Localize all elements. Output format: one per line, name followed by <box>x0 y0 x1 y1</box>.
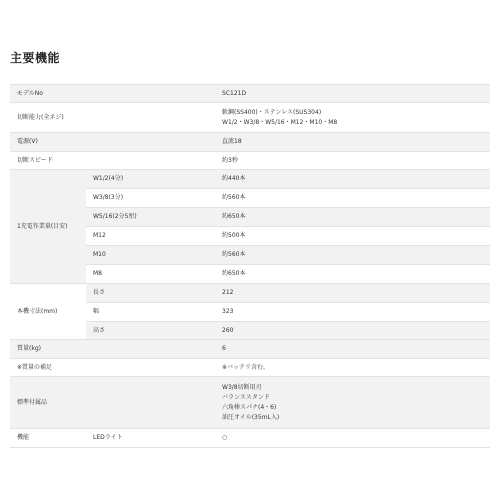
spec-value: 6 <box>217 340 490 359</box>
spec-value <box>217 377 490 429</box>
spec-label: モデルNo <box>10 85 217 103</box>
spec-sub-label: M10 <box>86 246 217 265</box>
spec-value: 約650本 <box>217 265 490 284</box>
spec-label: 1充電作業量(目安) <box>10 170 86 284</box>
table-row-weight-note <box>10 359 490 377</box>
spec-sub-label: 長さ <box>86 284 217 303</box>
spec-sub-label: LEDライト <box>86 429 217 448</box>
spec-label: 本機寸法(mm) <box>10 284 86 340</box>
spec-value: 323 <box>217 303 490 322</box>
spec-value-line: 油圧オイル(35mL入) <box>222 413 280 421</box>
spec-sub-label: W5/16(2分5厘) <box>86 208 217 227</box>
spec-value: 212 <box>217 284 490 303</box>
spec-sub-label: M8 <box>86 265 217 284</box>
spec-value-line: W1/2・W3/8・W5/16・M12・M10・M8 <box>222 118 338 126</box>
spec-value-line: 軟鋼(SS400)・ステンレス(SUS304) <box>222 108 322 116</box>
table-row-model <box>10 85 490 103</box>
spec-sub-label: M12 <box>86 227 217 246</box>
table-row <box>10 170 490 189</box>
spec-sub-label: 幅 <box>86 303 217 322</box>
spec-value: 約440本 <box>217 170 490 189</box>
spec-value: ○ <box>217 429 490 448</box>
table-row-speed <box>10 152 490 170</box>
spec-value: 260 <box>217 322 490 340</box>
spec-label: 質量(kg) <box>10 340 217 359</box>
spec-label: 切断スピード <box>10 152 217 170</box>
spec-label: 機能 <box>10 429 86 448</box>
table-row <box>10 284 490 303</box>
spec-value: 約500本 <box>217 227 490 246</box>
spec-value: 約560本 <box>217 189 490 208</box>
table-row-power <box>10 133 490 152</box>
table-row-feature <box>10 429 490 448</box>
table-row-weight <box>10 340 490 359</box>
spec-sub-label: W3/8(3分) <box>86 189 217 208</box>
spec-sub-label: 高さ <box>86 322 217 340</box>
spec-label: 切断能力(全ネジ) <box>10 103 217 133</box>
spec-value-line: W3/8切断用刃 <box>222 383 262 391</box>
spec-value: 直流18 <box>217 133 490 152</box>
spec-label: 電源(V) <box>10 133 217 152</box>
spec-table <box>10 84 490 448</box>
page-title: 主要機能 <box>10 51 61 65</box>
spec-label: ※質量の補足 <box>10 359 217 377</box>
spec-value-line: 六角棒スパナ(4・6) <box>222 403 277 411</box>
spec-value: 約650本 <box>217 208 490 227</box>
spec-value: 約560本 <box>217 246 490 265</box>
table-row-capacity <box>10 103 490 133</box>
spec-sub-label: W1/2(4分) <box>86 170 217 189</box>
spec-label: 標準付属品 <box>10 377 217 429</box>
table-row-accessories <box>10 377 490 429</box>
spec-value: SC121D <box>217 85 490 103</box>
spec-value <box>217 103 490 133</box>
spec-value: ※バッテリ含む。 <box>217 359 490 377</box>
spec-value-line: バランススタンド <box>222 393 270 401</box>
spec-value: 約3秒 <box>217 152 490 170</box>
